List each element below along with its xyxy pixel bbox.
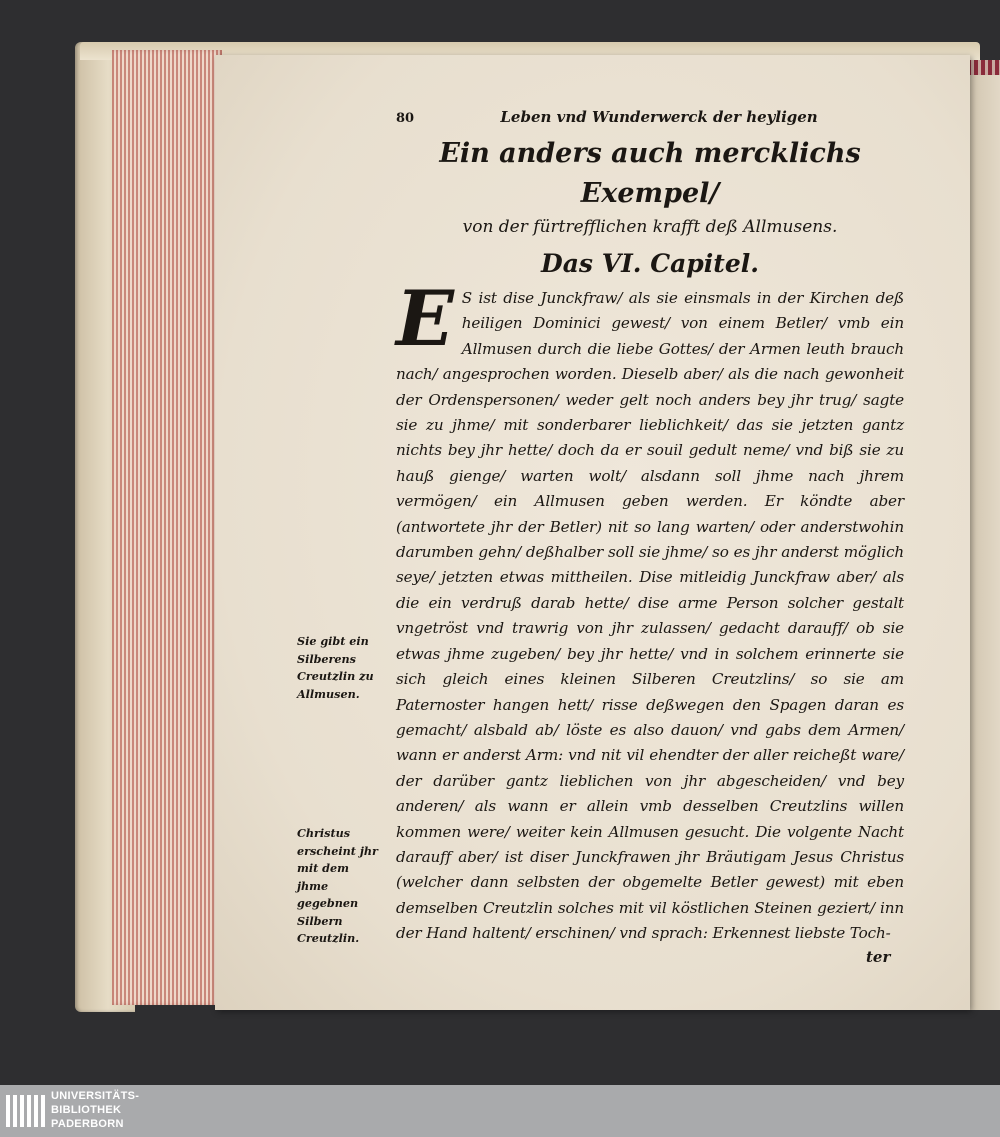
library-logo-icon[interactable]	[4, 1091, 46, 1131]
margin-note-christ-appears: Christus erscheint jhr mit dem jhme gegebnen Silbern Creutzlin.	[297, 826, 378, 945]
headline-row	[396, 108, 904, 126]
logo-line-1: UNIVERSITÄTS-	[51, 1090, 140, 1102]
logo-line-3: PADERBORN	[51, 1118, 124, 1130]
logo-line-2: BIBLIOTHEK	[51, 1104, 122, 1116]
page-subtitle: von der fürtrefflichen krafft deß Allmusens.	[462, 217, 838, 237]
body-text	[396, 274, 904, 947]
page-text	[396, 108, 904, 947]
page-number: 80	[396, 111, 415, 126]
margin-note-silver-cross: Sie gibt ein Silberens Creutzlin zu Allmusen.	[297, 634, 374, 701]
body-paragraph: S ist dise Junckfraw/ als sie einsmals in der Kirchen deß heiligen Dominici gewest/ von einem Betler/ vmb ein Allmusen durch die liebe Gottes/ der Armen leuth brauch nach/ angesprochen worden. Dieselb aber/ als die nach gewonheit der Ordenspersonen/ weder gelt noch anders bey jhr trug/ sagte sie zu jhme/ mit sonderbarer lieblichkeit/ das sie jetzten gantz nichts bey jhr hette/ doch da er souil gedult neme/ vnd biß sie zu hauß gienge/ warten wolt/ alsdann soll jhme nach jhrem vermögen/ ein Allmusen geben werden. Er köndte aber (antwortete jhr der Betler) nit so lang warten/ oder anderstwohin darumben gehn/ deßhalber soll sie jhme/ so es jhr anderst möglich seye/ jetzten etwas mittheilen. Dise mitleidig Junckfraw aber/ als die ein verdruß darab hette/ dise arme Person solcher gestalt vngetröst vnd trawrig von jhr zulassen/ gedacht darauff/ ob sie etwas jhme zugeben/ bey jhr hette/ vnd in solchem erinnerte sie sich gleich eines kleinen Silberen Creutzlins/ so sie am Paternoster hangen hett/ risse deßwegen den Spagen daran es gemacht/ alsbald ab/ löste es also dauon/ vnd gabs dem Armen/ wann er anderst Arm: vnd nit vil ehendter der aller reicheßt ware/ der darüber gantz lieblichen von jhr abgescheiden/ vnd bey anderen/ als wann er allein vmb desselben Creutzlins willen kommen were/ weiter kein Allmusen gesucht. Die volgente Nacht darauff aber/ ist diser Junckfrawen jhr Bräutigam Jesus Christus (welcher dann selbsten der obgemelte Betler gewest) mit eben demselben Creutzlin solches mit vil köstlichen Steinen geziert/ inn der Hand haltent/ erschinen/ vnd sprach: Erkennest liebste Toch-	[396, 289, 904, 943]
page-edges	[112, 50, 222, 1005]
page-title: Ein anders auch mercklichs Exempel/	[439, 138, 861, 209]
library-logo-text[interactable]	[51, 1089, 139, 1131]
footer-bar	[0, 1085, 1000, 1137]
running-head: Leben vnd Wunderwerck der heyligen	[500, 108, 818, 126]
drop-cap: E	[396, 274, 454, 363]
catchword: ter	[866, 948, 891, 966]
facing-page-edge	[965, 75, 1000, 1010]
chapter-heading: Das VI. Capitel.	[541, 249, 759, 278]
